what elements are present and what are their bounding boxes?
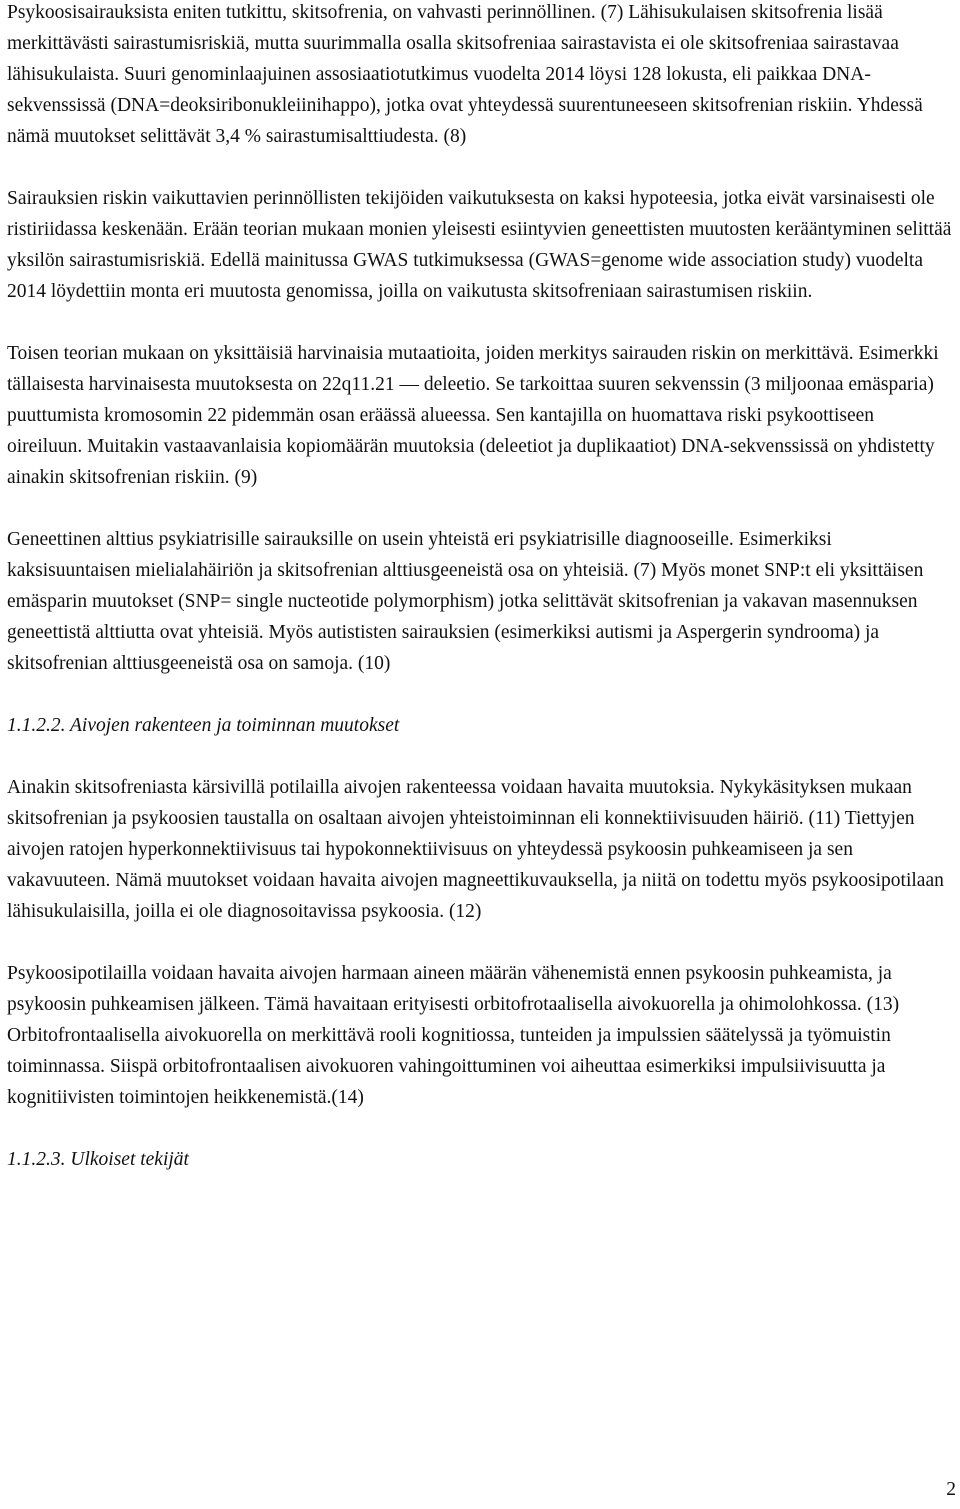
paragraph-gap <box>7 679 953 710</box>
paragraph-gap <box>7 152 953 183</box>
section-heading-external-factors: 1.1.2.3. Ulkoiset tekijät <box>7 1149 189 1170</box>
paragraph-heritability: Psykoosisairauksista eniten tutkittu, skitsofrenia, on vahvasti perinnöllinen. (7) Lähisukulaisen skitsofrenia lisää merkittävästi sairastumisriskiä, mutta suurimmalla osalla skitsofreniaa sairastavista ei ole skitsofreniaa sairastavaa lähisukulaista. Suuri genominlaajuinen assosiaatiotutkimus vuodelta 2014 löysi 128 lokusta, eli paikkaa DNA-sekvenssissä (DNA=deoksiribonukleiinihappo), jotka ovat yhteydessä suurentuneeseen skitsofrenian riskiin. Yhdessä nämä muutokset selittävät 3,4 % sairastumisalttiudesta. (8) <box>7 2 923 147</box>
paragraph-shared-genetics: Geneettinen alttius psykiatrisille sairauksille on usein yhteistä eri psykiatrisille diagnooseille. Esimerkiksi kaksisuuntaisen mielialahäiriön ja skitsofrenian alttiusgeeneistä osa on yhteisiä. (7) Myös monet SNP:t eli yksittäisen emäsparin muutokset (SNP= single nucteotide polymorphism) jotka selittävät skitsofrenian ja vakavan masennuksen geneettistä alttiutta ovat yhteisiä. Myös autististen sairauksien (esimerkiksi autismi ja Aspergerin syndrooma) ja skitsofrenian alttiusgeeneistä osa on samoja. (10) <box>7 529 924 674</box>
paragraph-connectivity: Ainakin skitsofreniasta kärsivillä potilailla aivojen rakenteessa voidaan havaita muutoksia. Nykykäsityksen mukaan skitsofrenian ja psykoosien taustalla on osaltaan aivojen yhteistoiminnan eli konnektiivisuuden häiriö. (11) Tiettyjen aivojen ratojen hyperkonnektiivisuus tai hypokonnektiivisuus on yhteydessä psykoosin puhkeamiseen ja sen vakavuuteen. Nämä muutokset voidaan havaita aivojen magneettikuvauksella, ja niitä on todettu myös psykoosipotilaan lähisukulaisilla, joilla ei ole diagnosoitavissa psykoosia. (12) <box>7 777 944 922</box>
paragraph-hypotheses: Sairauksien riskin vaikuttavien perinnöllisten tekijöiden vaikutuksesta on kaksi hypoteesia, jotka eivät varsinaisesti ole ristiriidassa keskenään. Erään teorian mukaan monien yleisesti esiintyvien geneettisten muutosten kerääntyminen selittää yksilön sairastumisriskiä. Edellä mainitussa GWAS tutkimuksessa (GWAS=genome wide association study) vuodelta 2014 löydettiin monta eri muutosta genomissa, joilla on vaikutusta skitsofreniaan sairastumisen riskiin. <box>7 188 952 302</box>
paragraph-gap <box>7 741 953 772</box>
paragraph-gap <box>7 927 953 958</box>
paragraph-grey-matter: Psykoosipotilailla voidaan havaita aivojen harmaan aineen määrän vähenemistä ennen psykoosin puhkeamista, ja psykoosin puhkeamisen jälkeen. Tämä havaitaan erityisesti orbitofrotaalisella aivokuorella ja ohimolohkossa. (13) Orbitofrontaalisella aivokuorella on merkittävä rooli kognitiossa, tunteiden ja impulssien säätelyssä ja työmuistin toiminnassa. Siispä orbitofrontaalisen aivokuoren vahingoittuminen voi aiheuttaa esimerkiksi impulsiivisuutta ja kognitiivisten toimintojen heikkenemistä.(14) <box>7 963 900 1108</box>
paragraph-gap <box>7 307 953 338</box>
document-page <box>7 0 953 1175</box>
section-heading-brain-structure: 1.1.2.2. Aivojen rakenteen ja toiminnan muutokset <box>7 715 400 736</box>
paragraph-gap <box>7 493 953 524</box>
paragraph-rare-mutations: Toisen teorian mukaan on yksittäisiä harvinaisia mutaatioita, joiden merkitys sairauden riskin on merkittävä. Esimerkki tällaisesta harvinaisesta muutoksesta on 22q11.21 — deleetio. Se tarkoittaa suuren sekvenssin (3 miljoonaa emäsparia) puuttumista kromosomin 22 pidemmän osan eräässä alueessa. Sen kantajilla on huomattava riski psykoottiseen oireiluun. Muitakin vastaavanlaisia kopiomäärän muutoksia (deleetiot ja duplikaatiot) DNA-sekvenssissä on yhdistetty ainakin skitsofrenian riskiin. (9) <box>7 343 939 488</box>
paragraph-gap <box>7 1113 953 1144</box>
page-number: 2 <box>946 1479 956 1500</box>
